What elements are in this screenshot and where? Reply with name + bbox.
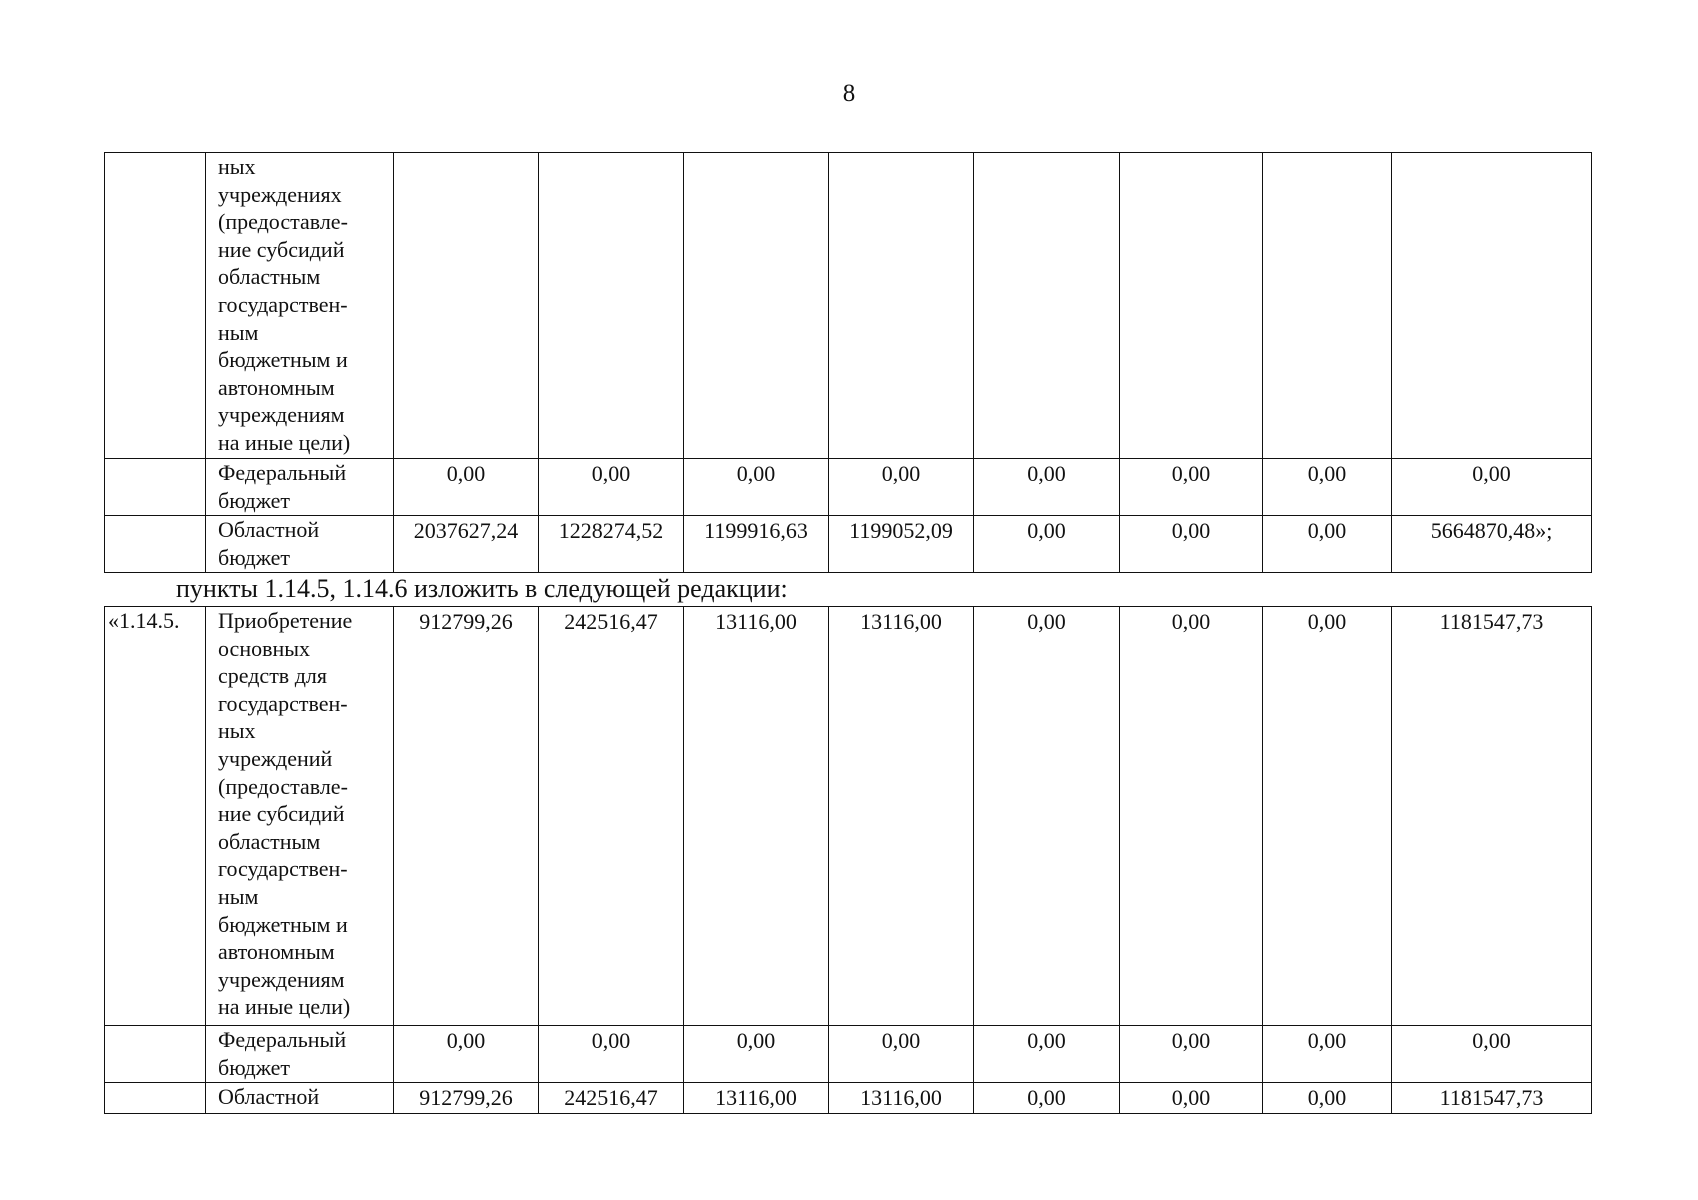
value-cell: 2037627,24 <box>394 516 539 573</box>
item-description-cell <box>206 153 394 459</box>
value-cell: 0,00 <box>394 459 539 516</box>
value-cell: 1199916,63 <box>684 516 829 573</box>
budget-source-label: Областной бюджет <box>206 516 394 573</box>
value-cell: 1228274,52 <box>539 516 684 573</box>
description-line: бюджетным и <box>218 347 348 373</box>
description-line: (предоставле- <box>218 209 348 235</box>
value-cell: 0,00 <box>539 1026 684 1083</box>
page-number: 8 <box>842 80 856 107</box>
value-cell: 1181547,73 <box>1392 607 1592 1026</box>
value-cell: 0,00 <box>974 516 1120 573</box>
value-cell: 13116,00 <box>829 607 974 1026</box>
value-cell: 1181547,73 <box>1392 1083 1592 1114</box>
value-cell: 0,00 <box>1120 1026 1263 1083</box>
description-line: государствен- <box>218 690 348 716</box>
value-cell <box>829 153 974 459</box>
value-cell: 0,00 <box>684 1026 829 1083</box>
value-cell <box>974 153 1120 459</box>
description-line: средств для <box>218 663 327 689</box>
value-cell: 0,00 <box>974 1026 1120 1083</box>
item-code-cell: «1.14.5. <box>105 607 206 1026</box>
value-cell: 0,00 <box>974 459 1120 516</box>
description-line: (предоставле- <box>218 773 348 799</box>
value-cell: 0,00 <box>1263 459 1392 516</box>
value-cell <box>1263 153 1392 459</box>
description-line: ние субсидий <box>218 236 345 262</box>
budget-source-label: Федеральный бюджет <box>206 1026 394 1083</box>
value-cell: 0,00 <box>1263 1026 1392 1083</box>
value-cell: 912799,26 <box>394 607 539 1026</box>
item-code-cell <box>105 516 206 573</box>
description-line: ным <box>218 319 259 345</box>
description-line: бюджетным и <box>218 911 348 937</box>
description-line: государствен- <box>218 291 348 317</box>
table-row-regional-budget <box>105 1083 1592 1114</box>
value-cell: 0,00 <box>1263 516 1392 573</box>
value-cell: 1199052,09 <box>829 516 974 573</box>
description-line: областным <box>218 264 321 290</box>
value-cell: 0,00 <box>1120 1083 1263 1114</box>
table-row <box>105 607 1592 1026</box>
value-cell: 0,00 <box>1392 459 1592 516</box>
value-cell: 0,00 <box>1263 607 1392 1026</box>
value-cell: 242516,47 <box>539 1083 684 1114</box>
description-line: учреждениям <box>218 402 345 428</box>
description-line: учреждений <box>218 745 333 771</box>
budget-source-label: Областной <box>206 1083 394 1114</box>
description-line: ным <box>218 883 259 909</box>
budget-table-continued <box>104 152 1592 573</box>
value-cell: 0,00 <box>829 1026 974 1083</box>
description-line: государствен- <box>218 856 348 882</box>
description-line: автономным <box>218 939 335 965</box>
table-row-federal-budget <box>105 459 1592 516</box>
description-line: Приобретение <box>218 608 353 633</box>
table-row-regional-budget <box>105 516 1592 573</box>
item-code-cell <box>105 1083 206 1114</box>
value-cell: 0,00 <box>974 607 1120 1026</box>
budget-source-label: Федеральный бюджет <box>206 459 394 516</box>
amendment-instruction: пункты 1.14.5, 1.14.6 изложить в следующей редакции: <box>176 574 788 603</box>
description-line: основных <box>218 635 311 661</box>
item-code-cell <box>105 1026 206 1083</box>
value-cell <box>1392 153 1592 459</box>
item-description-cell <box>206 607 394 1026</box>
value-cell <box>539 153 684 459</box>
value-cell: 0,00 <box>1392 1026 1592 1083</box>
description-line: на иные цели) <box>218 429 351 455</box>
value-cell: 5664870,48»; <box>1392 516 1592 573</box>
value-cell <box>1120 153 1263 459</box>
value-cell: 0,00 <box>829 459 974 516</box>
value-cell: 13116,00 <box>684 607 829 1026</box>
description-line: учреждениях <box>218 181 342 207</box>
value-cell: 0,00 <box>1120 459 1263 516</box>
value-cell: 13116,00 <box>684 1083 829 1114</box>
value-cell <box>394 153 539 459</box>
description-line: областным <box>218 828 321 854</box>
value-cell: 0,00 <box>1120 516 1263 573</box>
description-line: на иные цели) <box>218 994 351 1020</box>
item-code-cell <box>105 459 206 516</box>
value-cell: 0,00 <box>394 1026 539 1083</box>
value-cell: 0,00 <box>539 459 684 516</box>
value-cell: 242516,47 <box>539 607 684 1026</box>
value-cell: 0,00 <box>974 1083 1120 1114</box>
description-line: ных <box>218 718 256 744</box>
value-cell <box>684 153 829 459</box>
item-code-cell <box>105 153 206 459</box>
budget-table-new-edition <box>104 606 1592 1114</box>
value-cell: 912799,26 <box>394 1083 539 1114</box>
table-row-federal-budget <box>105 1026 1592 1083</box>
description-line: ных <box>218 154 256 179</box>
value-cell: 13116,00 <box>829 1083 974 1114</box>
value-cell: 0,00 <box>1263 1083 1392 1114</box>
description-line: учреждениям <box>218 966 345 992</box>
table-row <box>105 153 1592 459</box>
value-cell: 0,00 <box>684 459 829 516</box>
value-cell: 0,00 <box>1120 607 1263 1026</box>
description-line: автономным <box>218 374 335 400</box>
description-line: ние субсидий <box>218 801 345 827</box>
